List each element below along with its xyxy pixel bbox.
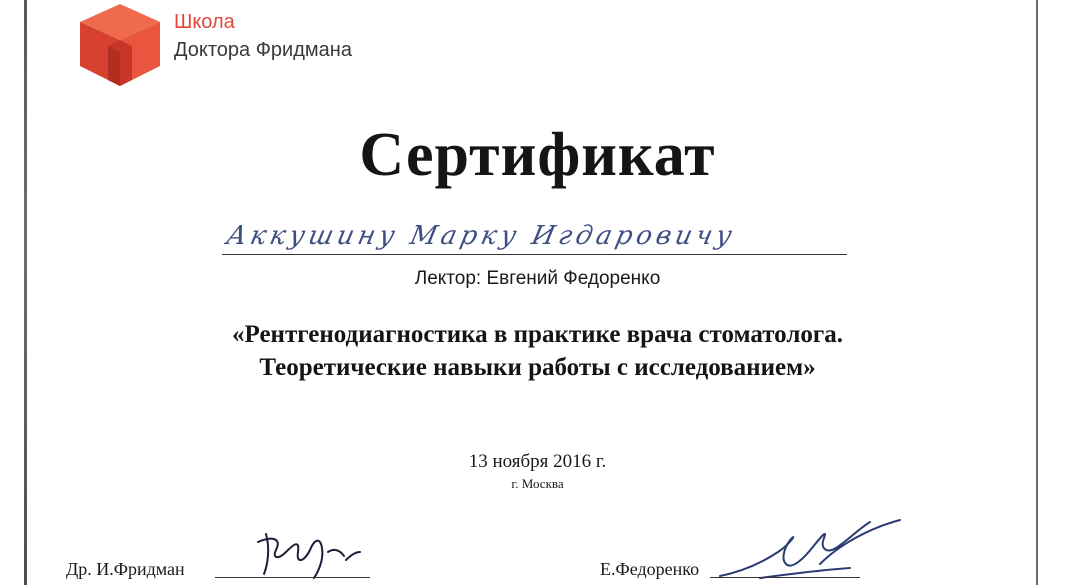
red-cube-logo-icon: [72, 0, 168, 90]
course-title: [0, 318, 1075, 384]
scan-edge-left: [24, 0, 27, 585]
recipient-handwritten-text: Аккушину Марку Игдаровичу: [223, 221, 739, 251]
signature-right-icon: [700, 514, 920, 584]
signer-right-name: Е.Федоренко: [600, 559, 700, 579]
issue-city: г. Москва: [511, 476, 564, 491]
issue-date: 13 ноября 2016 г.: [468, 451, 607, 472]
logo-text-school: Школа: [174, 11, 235, 33]
course-title-line2: Теоретические навыки работы с исследованием»: [259, 354, 816, 381]
school-logo: [72, 0, 372, 92]
lecturer-text: Лектор: Евгений Федоренко: [414, 268, 661, 289]
signature-line-left: [215, 577, 370, 578]
course-title-line1: «Рентгенодиагностика в практике врача стоматолога.: [232, 321, 843, 348]
signer-left-name: Др. И.Фридман: [66, 559, 185, 579]
scan-edge-right: [1036, 0, 1038, 585]
recipient-handwriting: [222, 212, 847, 258]
signature-line-right: [710, 577, 860, 578]
signature-left-icon: [248, 522, 368, 582]
recipient-field: [222, 212, 847, 258]
certificate-title: Сертификат: [359, 121, 716, 189]
recipient-underline: [222, 254, 847, 255]
logo-text-doctor: Доктора Фридмана: [174, 39, 352, 61]
